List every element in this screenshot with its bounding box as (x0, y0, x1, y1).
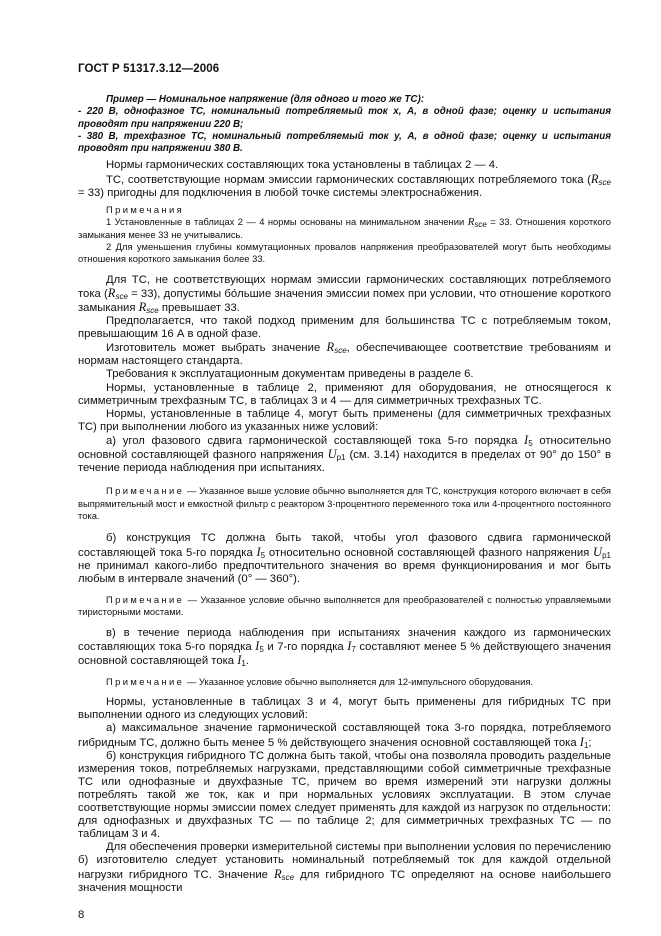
note-condition-a: Примечание — Указанное выше условие обычно выполняется для ТС, конструкция которого включает в себя выпрямительный мост и емкостной фильтр с реактором 3-процентного переменного тока или 4-процентного постоянного тока. (78, 485, 611, 522)
example-title: Пример — Номинальное напряжение (для одного и того же ТС): (106, 94, 425, 105)
hybrid-condition-a: а) максимальное значение гармонической составляющей тока 3-го порядка, потребляемого гибридным ТС, должно быть менее 5 % действующего значения основной составляющей тока $I_1$; (78, 722, 611, 750)
condition-b: б) конструкция ТС должна быть такой, чтобы угол фазового сдвига гармонической составляющей тока 5-го порядка $I_5$ относительно основной составляющей фазного напряжения $U_{p1}$ не принимал какого-либо предпочтительного значения во время функционирования и мог быть любым в интервале значений (0° — 360°). (78, 532, 611, 585)
note-condition-c: Примечание — Указанное условие обычно выполняется для 12-импульсного оборудования. (106, 675, 534, 687)
example-item-220: - 220 В, однофазное ТС, номинальный потребляемый ток x, А, в одной фазе; оценку и испытания проводят при напряжении 220 В; (78, 106, 611, 130)
running-header: ГОСТ Р 51317.3.12—2006 (78, 63, 220, 75)
paragraph-table-2: Нормы, установленные в таблице 2, применяют для оборудования, не относящегося к симметричным трехфазным ТС, в таблицах 3 и 4 — для симметричных трехфазных ТС. (78, 381, 611, 407)
notes-heading: Примечания (106, 203, 185, 215)
page-number: 8 (78, 909, 85, 921)
paragraph-manufacturer-choice: Изготовитель может выбрать значение $R_{sce}$, обеспечивающее соответствие требованиям и нормам настоящего стандарта. (78, 340, 611, 368)
note-1: 1 Установленные в таблицах 2 — 4 нормы основаны на минимальном значении $R_{sce} = 33$. Отношения короткого замыкания менее 33 не учитывались. (78, 216, 611, 240)
paragraph-non-compliant: Для ТС, не соответствующих нормам эмиссии гармонических составляющих потребляемого тока $(R_{sce} = 33)$, допустимы бо́льшие значения эмиссии помех при условии, что отношение короткого замыкания $R_{sce}$ превышает 33. (78, 273, 611, 315)
hybrid-condition-b: б) конструкция гибридного ТС должна быть такой, чтобы она позволяла проводить раздельные измерения токов, потребляемых нагрузками, представляющими собой симметричные трехфазные ТС или однофазные и двухфазные ТС, причем во время измерений эти нагрузки должны потреблять такой же ток, как и при нормальных условиях эксплуатации. В этом случае соответствующие нормы эмиссии помех следует применять для каждой из нагрузок по отдельности: для однофазных и двухфазных ТС — по таблице 2; для симметричных трехфазных ТС — по таблицам 3 и 4. (78, 749, 611, 841)
condition-a: а) угол фазового сдвига гармонической составляющей тока 5-го порядка $I_5$ относительно основной составляющей фазного напряжения $U_{p1}$ (см. 3.14) находится в пределах от 90° до 150° в течение периода наблюдения при испытаниях. (78, 432, 611, 475)
paragraph-assumption: Предполагается, что такой подход применим для большинства ТС с потребляемым током, превышающим 16 А в одной фазе. (78, 315, 611, 341)
paragraph-hybrid: Нормы, установленные в таблицах 3 и 4, могут быть применены для гибридных ТС при выполнении одного из следующих условий: (78, 696, 611, 722)
paragraph-verification: Для обеспечения проверки измерительной системы при выполнении условия по перечислению б) изготовителю следует установить номинальный потребляемый ток для каждой отдельной нагрузки гибридного ТС. Значение $R_{sce}$ для гибридного ТС определяют на основе наибольшего значения мощности (78, 841, 611, 894)
condition-c: в) в течение периода наблюдения при испытаниях значения каждого из гармонических составляющих тока 5-го порядка $I_5$ и 7-го порядка $I_7$ составляют менее 5 % действующего значения основной составляющей тока $I_1$. (78, 626, 611, 668)
paragraph-table-4: Нормы, установленные в таблице 4, могут быть применены (для симметричных трехфазных ТС) при выполнении любого из указанных ниже условий: (78, 407, 611, 433)
note-2: 2 Для уменьшения глубины коммутационных провалов напряжения преобразователей могут быть необходимы отношения короткого замыкания более 33. (78, 240, 611, 265)
document-body (78, 94, 611, 895)
note-condition-b: Примечание — Указанное условие обычно выполняется для преобразователей с полностью управляемыми тиристорными мостами. (78, 593, 611, 618)
example-item-380: - 380 В, трехфазное ТС, номинальный потребляемый ток y, А, в одной фазе; оценку и испытания проводят при напряжении 380 В. (78, 130, 611, 155)
paragraph-harmonic-norms: Нормы гармонических составляющих тока установлены в таблицах 2 — 4. (106, 159, 499, 172)
paragraph-documentation: Требования к эксплуатационным документам приведены в разделе 6. (106, 368, 474, 381)
paragraph-rsce-33: ТС, соответствующие нормам эмиссии гармонических составляющих потребляемого тока $(R_{sce} = 33)$ пригодны для подключения в любой точке системы электроснабжения. (78, 171, 611, 199)
